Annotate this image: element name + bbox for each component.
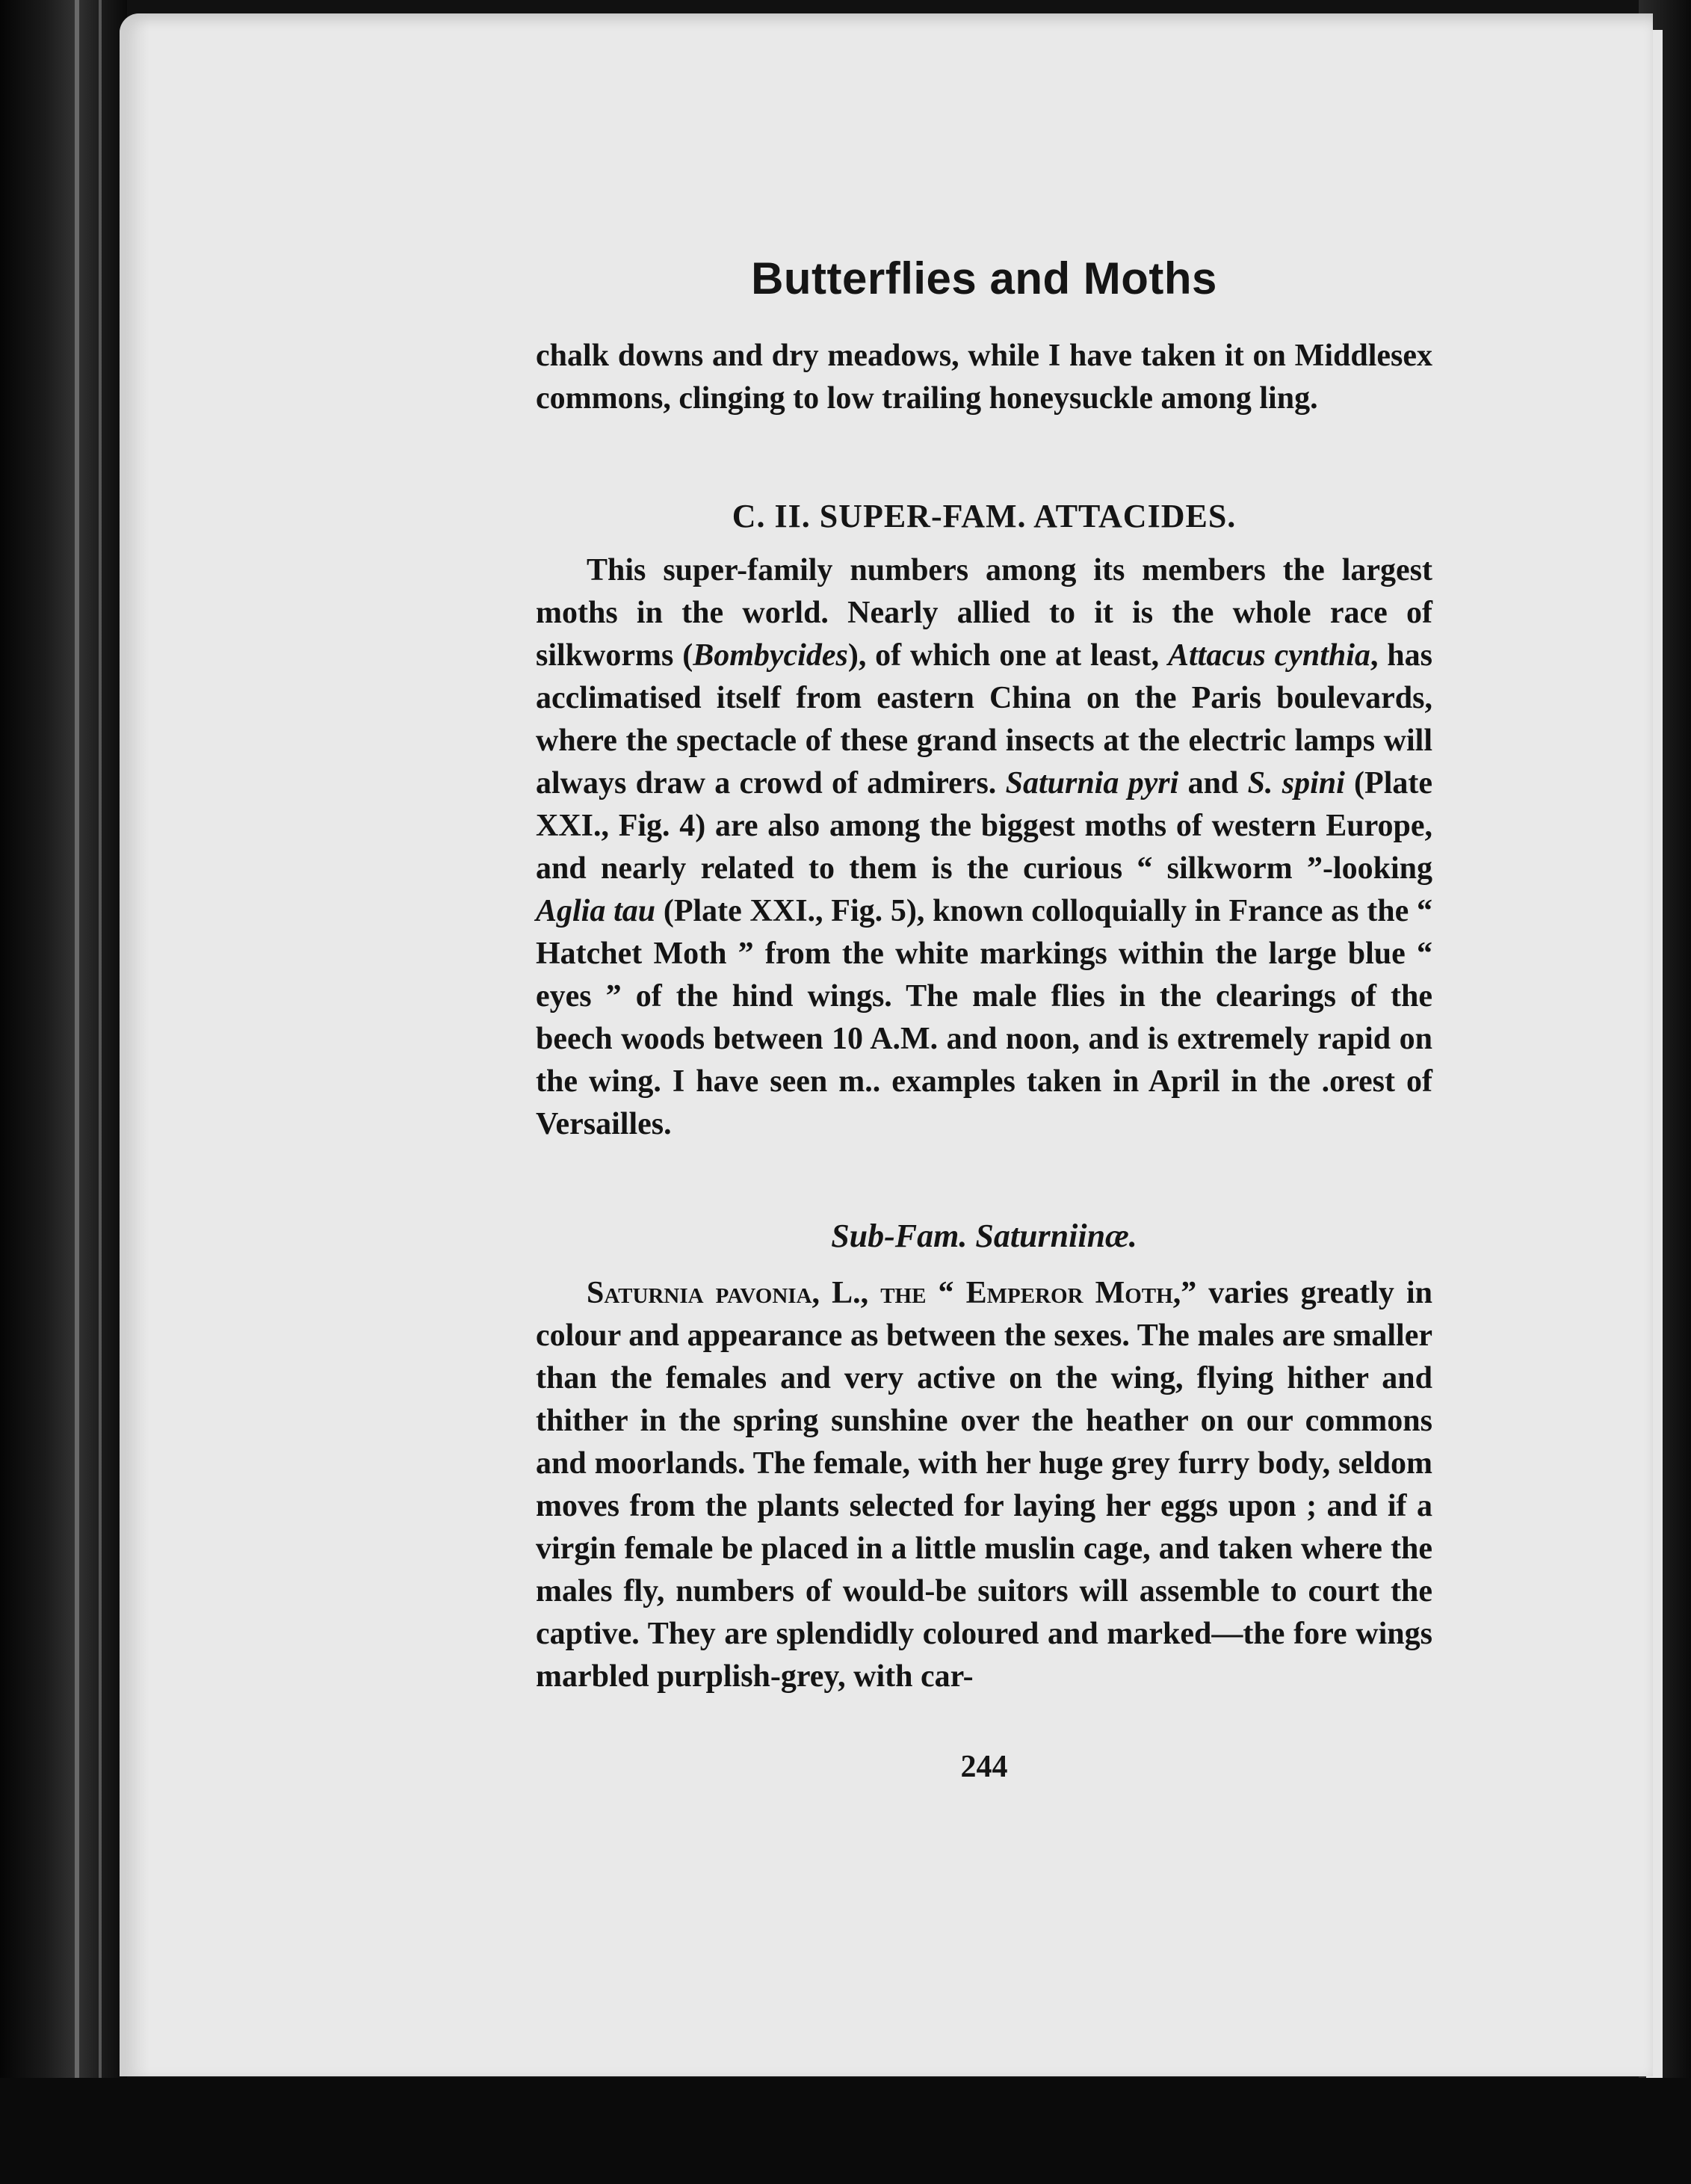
species-lead: Saturnia pavonia, L., the “ Emperor Moth,”	[587, 1276, 1197, 1310]
paragraph-2	[536, 549, 1432, 1146]
paragraph-1: chalk downs and dry meadows, while I have taken it on Middlesex commons, clinging to low trailing honeysuckle among ling.	[536, 339, 1432, 416]
text-run: (Plate XXI., Fig. 4) are also among the biggest moths of western Europe, and nearly related to them is the curious “ silkworm ”-looking	[536, 766, 1432, 886]
italic-name: Bombycides	[693, 638, 848, 673]
italic-name: Aglia tau	[536, 894, 656, 928]
text-run: varies greatly in colour and appearance as between the sexes. The males are smaller than the females and very active on the wing, flying hither and thither in the spring sunshine over the heather on our commons and moorlands. The female, with her huge grey furry body, seldom moves from the plants selected for laying her eggs upon ; and if a virgin female be placed in a little muslin cage, and taken where the males fly, numbers of would-be suitors will assemble to court the captive. They are splendidly coloured and marked—the fore wings marbled purplish-grey, with car-	[536, 1276, 1432, 1694]
text-run: This super-family numbers among its members the largest moths in the world. Nearly allied to it is the whole race of silkworms (	[536, 553, 1432, 673]
running-head: Butterflies and Moths	[751, 253, 1217, 303]
page-number: 244	[960, 1750, 1008, 1784]
text-run: , has acclimatised itself from eastern China on the Paris boulevards, where the spectacle of these grand insects at the electric lamps will always draw a crowd of admirers.	[536, 638, 1432, 801]
text-run: (Plate XXI., Fig. 5), known colloquially in France as the “ Hatchet Moth ” from the white markings within the large blue “ eyes ” of the hind wings. The male flies in the clearings of the beech woods between 10 A.M. and noon, and is extremely rapid on the wing. I have seen m.. examples taken in April in the .orest of Versailles.	[536, 894, 1432, 1141]
page-shade	[120, 13, 149, 2076]
binding-edge-line	[75, 0, 79, 2184]
italic-name: Attacus cynthia	[1168, 638, 1370, 673]
book-binding	[0, 0, 127, 2184]
binding-edge-line	[99, 0, 102, 2184]
text-run: ), of which one at least,	[847, 638, 1168, 673]
italic-name: Saturnia pyri	[1005, 766, 1179, 801]
section-heading: C. II. SUPER-FAM. ATTACIDES.	[732, 498, 1237, 534]
italic-name: S. spini	[1247, 766, 1345, 801]
bottom-dark-band	[0, 2078, 1691, 2184]
paragraph-3	[536, 1272, 1432, 1698]
text-run: and	[1178, 766, 1248, 801]
subfamily-heading: Sub-Fam. Saturniinæ.	[831, 1218, 1137, 1254]
